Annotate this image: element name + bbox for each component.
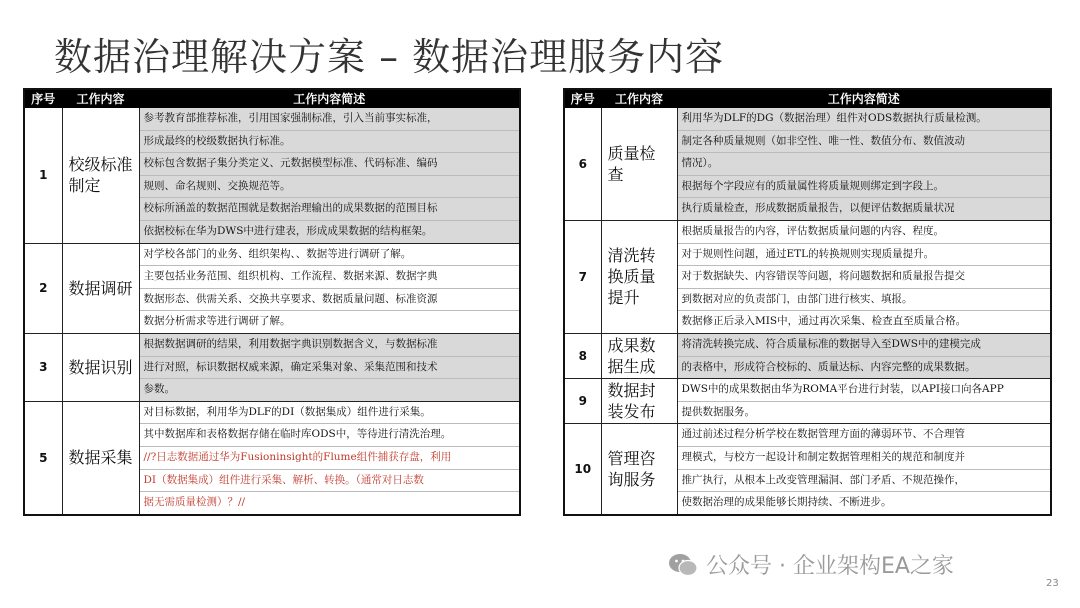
- table-row: [564, 333, 1051, 378]
- description-line: 对于数据缺失、内容错误等问题，将问题数据和质量报告提交: [678, 266, 1051, 289]
- description-line: 利用华为DLF的DG（数据治理）组件对ODS数据执行质量检测。: [678, 108, 1051, 131]
- table-row: [24, 401, 520, 514]
- work-item-name: 管理咨询服务: [601, 424, 677, 515]
- description-line: 使数据治理的成果能够长期持续、不断进步。: [681, 496, 892, 509]
- table-row: [24, 108, 520, 244]
- table-row: [24, 333, 520, 401]
- table-row: [564, 379, 1051, 424]
- description-line: 数据形态、供需关系、交换共享要求、数据质量问题、标准资源: [140, 289, 520, 312]
- row-number: 3: [24, 333, 62, 401]
- description-line: 形成最终的校级数据执行标准。: [140, 131, 520, 154]
- work-item-description: [139, 401, 520, 514]
- table-row: [24, 243, 520, 333]
- description-line: //?日志数据通过华为Fusioninsight的Flume组件捕获存盘，利用: [140, 447, 520, 470]
- work-item-name: 清洗转换质量提升: [601, 220, 677, 333]
- work-item-description: [139, 243, 520, 333]
- work-item-description: [677, 379, 1051, 424]
- work-item-description: [677, 424, 1051, 515]
- description-line: 到数据对应的负责部门，由部门进行核实、填报。: [678, 289, 1051, 312]
- work-item-name: 质量检查: [601, 108, 677, 221]
- description-line: 对目标数据，利用华为DLF的DI（数据集成）组件进行采集。: [140, 402, 520, 425]
- description-line: 数据分析需求等进行调研了解。: [143, 315, 291, 328]
- description-line: 数据修正后录入MIS中，通过再次采集、检查直至质量合格。: [681, 315, 967, 328]
- description-line: 依据校标在华为DWS中进行建表，形成成果数据的结构框架。: [143, 224, 433, 237]
- table-row: [564, 108, 1051, 221]
- work-item-description: [677, 333, 1051, 378]
- work-item-name: 数据采集: [62, 401, 139, 514]
- page-title: 数据治理解决方案 – 数据治理服务内容: [54, 35, 725, 79]
- row-number: 10: [564, 424, 601, 515]
- description-line: 情况）。: [678, 153, 1051, 176]
- description-line: DI（数据集成）组件进行采集、解析、转换。（通常对日志数: [140, 470, 520, 493]
- watermark-text: 公众号 · 企业架构EA之家: [706, 554, 954, 579]
- row-number: 8: [564, 333, 601, 378]
- work-item-name: 数据调研: [62, 243, 139, 333]
- header-name: 工作内容: [62, 89, 139, 108]
- left-service-table: [23, 88, 521, 516]
- work-item-name: 数据封装发布: [601, 379, 677, 424]
- description-line: 的表格中，形成符合校标的、质量达标、内容完整的成果数据。: [681, 360, 976, 373]
- description-line: 对学校各部门的业务、组织架构、、数据等进行调研了解。: [140, 244, 520, 267]
- watermark: [668, 549, 954, 580]
- table-row: [564, 220, 1051, 333]
- work-item-name: 校级标准制定: [62, 108, 139, 244]
- work-item-description: [139, 108, 520, 244]
- work-item-description: [677, 108, 1051, 221]
- description-line: DWS中的成果数据由华为ROMA平台进行封装，以API接口向各APP: [678, 379, 1051, 402]
- work-item-name: 成果数据生成: [601, 333, 677, 378]
- header-desc: 工作内容简述: [139, 89, 520, 108]
- description-line: 通过前述过程分析学校在数据管理方面的薄弱环节、不合理管: [678, 424, 1051, 447]
- row-number: 7: [564, 220, 601, 333]
- work-item-name: 数据识别: [62, 333, 139, 401]
- work-item-description: [139, 333, 520, 401]
- work-item-description: [677, 220, 1051, 333]
- description-line: 校标包含数据子集分类定义、元数据模型标准、代码标准、编码: [140, 153, 520, 176]
- description-line: 参考教育部推荐标准，引用国家强制标准，引入当前事实标准，: [140, 108, 520, 131]
- description-line: 对于规则性问题，通过ETL的转换规则实现质量提升。: [678, 244, 1051, 267]
- description-line: 制定各种质量规则（如非空性、唯一性、数值分布、数值波动: [678, 131, 1051, 154]
- description-line: 根据每个字段应有的质量属性将质量规则绑定到字段上。: [678, 176, 1051, 199]
- description-line: 进行对照，标识数据权威来源，确定采集对象、采集范围和技术: [140, 357, 520, 380]
- description-line: 将清洗转换完成、符合质量标准的数据导入至DWS中的建模完成: [678, 334, 1051, 357]
- description-line: 校标所涵盖的数据范围就是数据治理输出的成果数据的范围目标: [140, 198, 520, 221]
- description-line: 执行质量检查，形成数据质量报告，以便评估数据质量状况: [681, 202, 955, 215]
- row-number: 5: [24, 401, 62, 514]
- row-number: 6: [564, 108, 601, 221]
- description-line: 根据数据调研的结果，利用数据字典识别数据含义，与数据标准: [140, 334, 520, 357]
- description-line: 据无需质量检测）？//: [143, 496, 246, 509]
- description-line: 推广执行，从根本上改变管理漏洞、部门矛盾、不规范操作，: [678, 470, 1051, 493]
- row-number: 2: [24, 243, 62, 333]
- page-number: 23: [1046, 578, 1059, 589]
- description-line: 参数。: [143, 383, 175, 396]
- description-line: 其中数据库和表格数据存储在临时库ODS中，等待进行清洗治理。: [140, 424, 520, 447]
- description-line: 根据质量报告的内容，评估数据质量问题的内容、程度。: [678, 221, 1051, 244]
- description-line: 主要包括业务范围、组织机构、工作流程、数据来源、数据字典: [140, 266, 520, 289]
- right-service-table: [563, 88, 1052, 516]
- header-desc: 工作内容简述: [677, 89, 1051, 108]
- wechat-icon: [668, 552, 698, 578]
- table-header-row: [564, 89, 1051, 108]
- table-row: [564, 424, 1051, 515]
- description-line: 理模式，与校方一起设计和制定数据管理相关的规范和制度并: [678, 447, 1051, 470]
- header-no: 序号: [24, 89, 62, 108]
- table-header-row: [24, 89, 520, 108]
- row-number: 1: [24, 108, 62, 244]
- description-line: 提供数据服务。: [681, 405, 755, 418]
- header-name: 工作内容: [601, 89, 677, 108]
- row-number: 9: [564, 379, 601, 424]
- header-no: 序号: [564, 89, 601, 108]
- description-line: 规则、命名规则、交换规范等。: [140, 176, 520, 199]
